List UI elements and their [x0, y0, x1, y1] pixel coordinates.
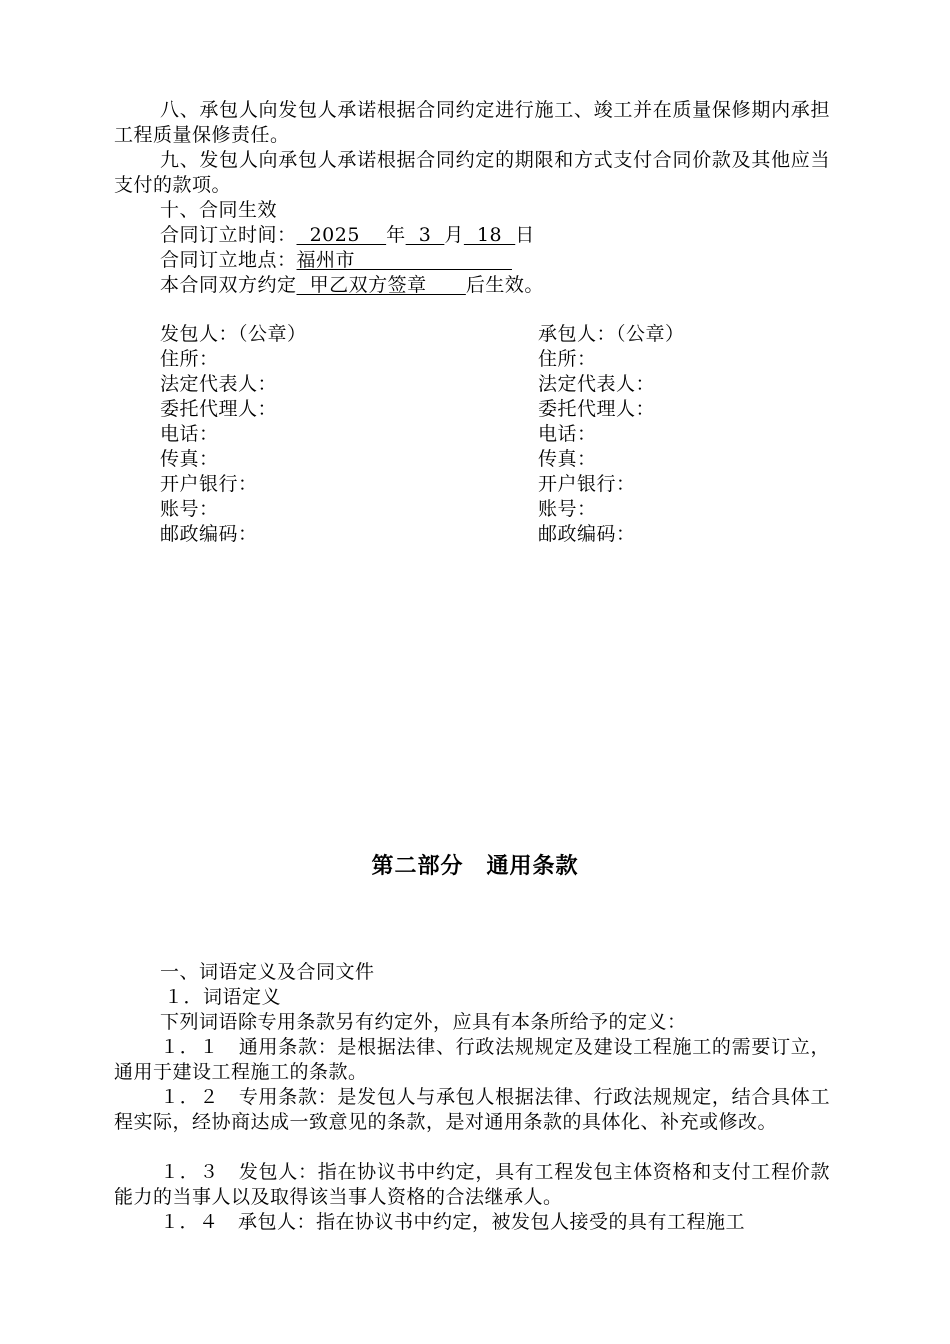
signing-place-line [160, 248, 512, 273]
day-unit: 日 [515, 224, 535, 246]
party-b-address: 住所： [538, 348, 597, 370]
party-a-bank: 开户银行： [160, 473, 258, 495]
party-a-postcode: 邮政编码： [160, 523, 258, 545]
party-b-postcode: 邮政编码： [538, 523, 636, 545]
definition-1-3: １．３ 发包人：指在协议书中约定，具有工程发包主体资格和支付工程价款能力的当事人以及取得该当事人资格的合法继承人。 [114, 1161, 830, 1208]
definitions-intro: 下列词语除专用条款另有约定外，应具有本条所给予的定义： [160, 1011, 687, 1033]
signing-month: 3 [405, 224, 445, 246]
party-b-fax: 传真： [538, 448, 597, 470]
clause-nine: 九、发包人向承包人承诺根据合同约定的期限和方式支付合同价款及其他应当支付的款项。 [114, 149, 830, 196]
part-two-heading: 第二部分 通用条款 [371, 854, 579, 879]
party-a-legal-rep: 法定代表人： [160, 373, 278, 395]
party-a-title: 发包人：（公章） [160, 323, 307, 345]
signing-day: 18 [463, 224, 516, 246]
section-one-title: 一、词语定义及合同文件 [160, 961, 375, 983]
party-b-legal-rep: 法定代表人： [538, 373, 656, 395]
party-a-phone: 电话： [160, 423, 219, 445]
month-unit: 月 [444, 224, 464, 246]
party-b-title: 承包人：（公章） [538, 323, 685, 345]
signing-date-label: 合同订立时间： [160, 224, 297, 246]
effect-prefix: 本合同双方约定 [160, 274, 297, 296]
effect-suffix: 后生效。 [465, 274, 544, 296]
effect-value: 甲乙双方签章 [296, 274, 466, 296]
signing-place: 福州市 [296, 249, 512, 271]
party-a-fax: 传真： [160, 448, 219, 470]
year-unit: 年 [386, 224, 406, 246]
clause-ten: 十、合同生效 [160, 199, 278, 221]
party-a-agent: 委托代理人： [160, 398, 278, 420]
subsection-one-title: １．词语定义 [164, 986, 282, 1008]
party-a-account: 账号： [160, 498, 219, 520]
party-b-block [538, 322, 685, 547]
definition-1-4: １．４ 承包人：指在协议书中约定，被发包人接受的具有工程施工 [160, 1211, 746, 1233]
signing-date-line [160, 223, 535, 248]
effect-line [160, 273, 544, 298]
signing-year: 2025 [296, 224, 387, 246]
party-a-address: 住所： [160, 348, 219, 370]
party-b-agent: 委托代理人： [538, 398, 656, 420]
party-a-block [160, 322, 307, 547]
definition-1-1: １．１ 通用条款：是根据法律、行政法规规定及建设工程施工的需要订立，通用于建设工程施工的条款。 [114, 1036, 830, 1083]
party-b-account: 账号： [538, 498, 597, 520]
signing-place-label: 合同订立地点： [160, 249, 297, 271]
party-b-phone: 电话： [538, 423, 597, 445]
clause-eight: 八、承包人向发包人承诺根据合同约定进行施工、竣工并在质量保修期内承担工程质量保修责任。 [114, 99, 830, 146]
definition-1-2: １．２ 专用条款：是发包人与承包人根据法律、行政法规规定，结合具体工程实际，经协商达成一致意见的条款，是对通用条款的具体化、补充或修改。 [114, 1086, 830, 1133]
party-b-bank: 开户银行： [538, 473, 636, 495]
